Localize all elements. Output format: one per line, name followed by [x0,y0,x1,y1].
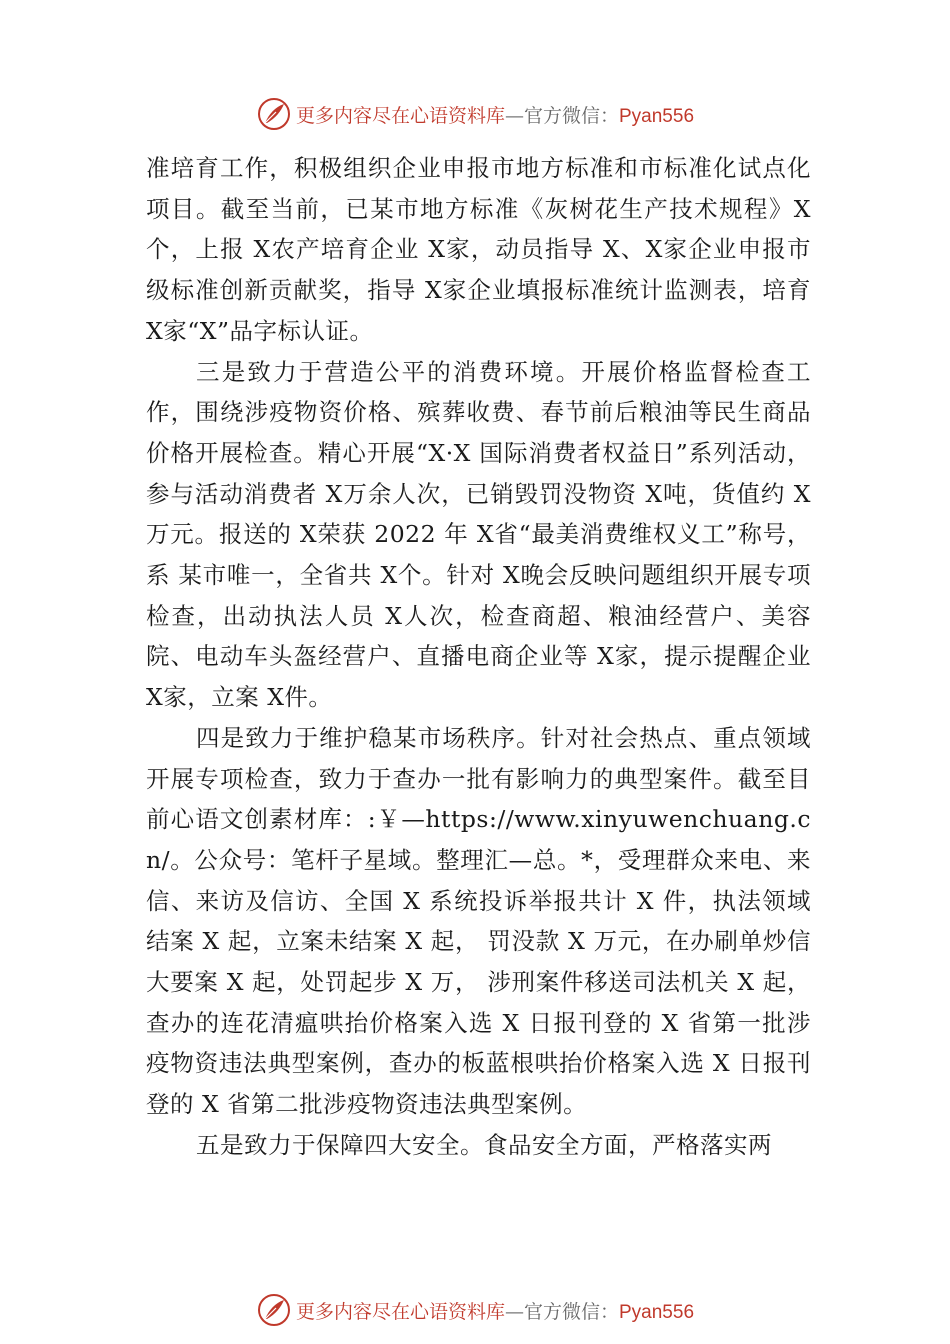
banner-main-text: 更多内容尽在心语资料库 [295,104,505,127]
banner-wechat-label: 官方微信： [523,104,619,127]
banner-text [296,1297,694,1324]
banner-wechat-label: 官方微信： [523,1300,619,1323]
header-banner [0,94,950,134]
document-body [146,148,811,1166]
feather-logo-icon [256,1292,292,1328]
paragraph-3: 四是致力于维护稳某市场秩序。针对社会热点、重点领域开展专项检查，致力于查办一批有影响力的典型案件。截至目前心语文创素材库：:￥—https://www.xinyuwenchuang.cn/。公众号：笔杆子星域。整理汇—总。*，受理群众来电、来信、来访及信访、全国 X 系统投诉举报共计 X 件，执法领域结案 X 起，立案未结案 X 起， 罚没款 X 万元，在办刷单炒信大要案 X 起，处罚起步 X 万， 涉刑案件移送司法机关 X 起，查办的连花清瘟哄抬价格案入选 X 日报刊登的 X 省第一批涉疫物资违法典型案例，查办的板蓝根哄抬价格案入选 X 日报刊登的 X 省第二批涉疫物资违法典型案例。 [146,723,811,1119]
banner-main-text: 更多内容尽在心语资料库 [295,1300,505,1323]
banner-dash: — [504,1300,524,1323]
paragraph-2: 三是致力于营造公平的消费环境。开展价格监督检查工作，围绕涉疫物资价格、殡葬收费、春节前后粮油等民生商品价格开展检查。精心开展“X·X 国际消费者权益日”系列活动，参与活动消费者 X万余人次，已销毁罚没物资 X吨，货值约 X万元。报送的 X荣获 2022 年 X省“最美消费维权义工”称号，系 某市唯一，全省共 X个。针对 X晚会反映问题组织开展专项检查，出动执法人员 X人次，检查商超、粮油经营户、美容院、电动车头盔经营户、直播电商企业等 X家，提示提醒企业 X家，立案 X件。 [146,357,811,712]
banner-wechat-handle: Pyan556 [619,1301,695,1323]
feather-logo-icon [256,96,292,132]
footer-banner [0,1290,950,1330]
banner-dash: — [504,104,524,127]
paragraph-4: 五是致力于保障四大安全。食品安全方面，严格落实两 [196,1130,772,1159]
paragraph-1: 准培育工作，积极组织企业申报市地方标准和市标准化试点化项目。截至当前，已某市地方标准《灰树花生产技术规程》X个，上报 X农产培育企业 X家，动员指导 X、X家企业申报市级标准创新贡献奖，指导 X家企业填报标准统计监测表，培育 X家“X”品字标认证。 [146,154,811,345]
banner-wechat-handle: Pyan556 [619,105,695,127]
banner-text [296,101,694,128]
